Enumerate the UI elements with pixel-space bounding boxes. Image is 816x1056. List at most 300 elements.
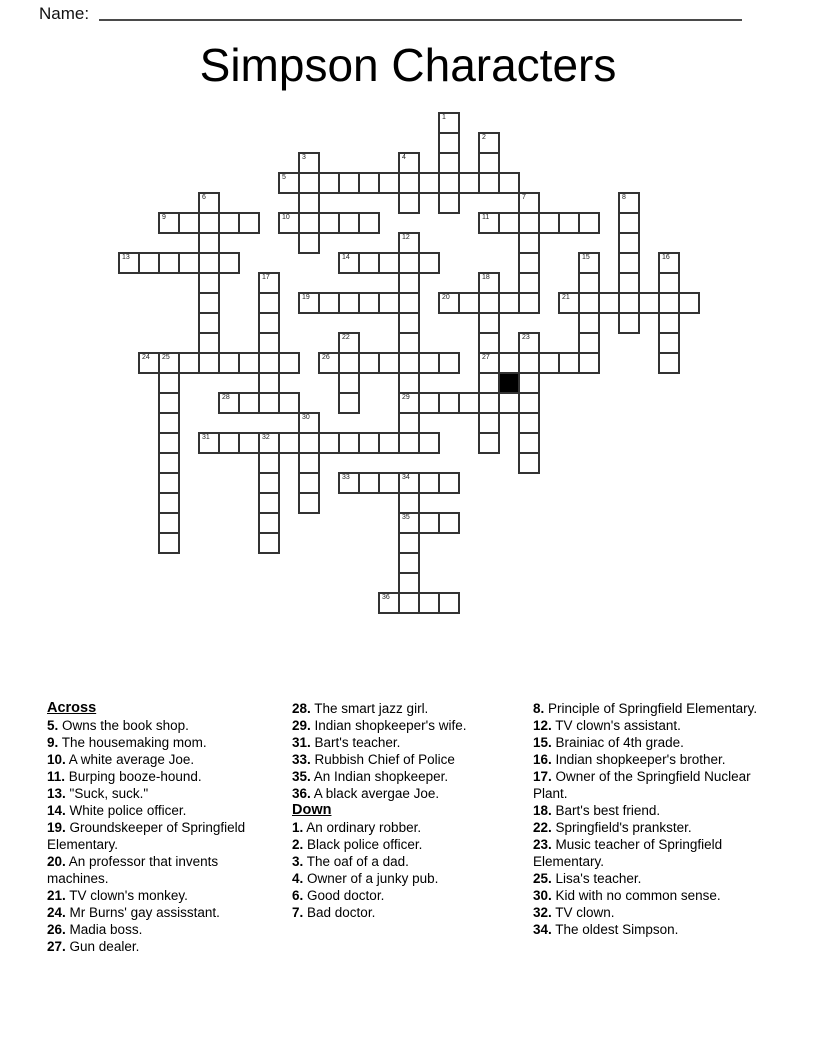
cell-number: 17 bbox=[262, 274, 270, 281]
clue-text: Groundskeeper of Springfield Elementary. bbox=[47, 820, 246, 852]
clue-item bbox=[47, 938, 247, 955]
clue-item bbox=[533, 870, 761, 887]
crossword-cell[interactable] bbox=[418, 472, 440, 494]
crossword-cell[interactable] bbox=[258, 272, 280, 294]
clue-number: 3. bbox=[292, 854, 304, 869]
clue-number: 33. bbox=[292, 752, 311, 767]
crossword-cell[interactable] bbox=[298, 192, 320, 214]
clue-number: 1. bbox=[292, 820, 304, 835]
crossword-cell[interactable] bbox=[398, 572, 420, 594]
crossword-cell[interactable] bbox=[278, 212, 300, 234]
crossword-cell[interactable] bbox=[298, 172, 320, 194]
crossword-cell[interactable] bbox=[538, 212, 560, 234]
crossword-cell[interactable] bbox=[538, 352, 560, 374]
clue-text: An professor that invents machines. bbox=[47, 854, 219, 886]
cell-number: 21 bbox=[562, 294, 570, 301]
crossword-cell[interactable] bbox=[238, 392, 260, 414]
crossword-cell[interactable] bbox=[398, 432, 420, 454]
crossword-cell[interactable] bbox=[478, 152, 500, 174]
crossword-cell[interactable] bbox=[438, 132, 460, 154]
crossword-cell[interactable] bbox=[298, 472, 320, 494]
crossword-cell[interactable] bbox=[198, 312, 220, 334]
clue-text: Principle of Springfield Elementary. bbox=[544, 701, 758, 716]
crossword-cell[interactable] bbox=[378, 432, 400, 454]
crossword-cell[interactable] bbox=[478, 352, 500, 374]
cell-number: 36 bbox=[382, 594, 390, 601]
crossword-cell[interactable] bbox=[398, 152, 420, 174]
crossword-cell[interactable] bbox=[478, 172, 500, 194]
clue-text: Madia boss. bbox=[65, 922, 143, 937]
crossword-cell[interactable] bbox=[358, 292, 380, 314]
crossword-cell[interactable] bbox=[298, 212, 320, 234]
clue-item bbox=[292, 887, 507, 904]
clue-item bbox=[292, 836, 507, 853]
crossword-cell[interactable] bbox=[298, 492, 320, 514]
crossword-cell[interactable] bbox=[658, 312, 680, 334]
cell-number: 30 bbox=[302, 414, 310, 421]
crossword-cell[interactable] bbox=[178, 352, 200, 374]
crossword-cell[interactable] bbox=[218, 432, 240, 454]
crossword-cell[interactable] bbox=[478, 312, 500, 334]
clue-item bbox=[47, 768, 247, 785]
crossword-cell[interactable] bbox=[378, 472, 400, 494]
crossword-cell[interactable] bbox=[398, 592, 420, 614]
crossword-cell[interactable] bbox=[498, 352, 520, 374]
clue-number: 30. bbox=[533, 888, 552, 903]
crossword-cell[interactable] bbox=[298, 232, 320, 254]
clue-item bbox=[47, 904, 247, 921]
crossword-cell[interactable] bbox=[258, 292, 280, 314]
clue-number: 6. bbox=[292, 888, 304, 903]
crossword-cell[interactable] bbox=[318, 352, 340, 374]
crossword-cell[interactable] bbox=[498, 172, 520, 194]
clue-column-left bbox=[47, 700, 247, 955]
crossword-cell[interactable] bbox=[498, 212, 520, 234]
cell-number: 11 bbox=[482, 214, 490, 221]
crossword-cell[interactable] bbox=[578, 332, 600, 354]
clue-text: Brainiac of 4th grade. bbox=[551, 735, 684, 750]
crossword-cell[interactable] bbox=[398, 492, 420, 514]
crossword-cell[interactable] bbox=[338, 392, 360, 414]
crossword-cell[interactable] bbox=[198, 272, 220, 294]
crossword-cell[interactable] bbox=[158, 532, 180, 554]
crossword-cell[interactable] bbox=[258, 532, 280, 554]
cell-number: 33 bbox=[342, 474, 350, 481]
crossword-cell[interactable] bbox=[658, 272, 680, 294]
crossword-cell[interactable] bbox=[398, 372, 420, 394]
clue-number: 18. bbox=[533, 803, 552, 818]
crossword-cell[interactable] bbox=[518, 192, 540, 214]
clue-number: 22. bbox=[533, 820, 552, 835]
crossword-cell[interactable] bbox=[338, 372, 360, 394]
cell-number: 32 bbox=[262, 434, 270, 441]
clue-number: 13. bbox=[47, 786, 66, 801]
clue-number: 34. bbox=[533, 922, 552, 937]
clue-number: 36. bbox=[292, 786, 311, 801]
clue-item bbox=[533, 904, 761, 921]
crossword-cell[interactable] bbox=[218, 392, 240, 414]
crossword-cell[interactable] bbox=[398, 272, 420, 294]
crossword-cell[interactable] bbox=[438, 592, 460, 614]
cell-number: 5 bbox=[282, 174, 286, 181]
crossword-cell[interactable] bbox=[338, 472, 360, 494]
cell-number: 31 bbox=[202, 434, 210, 441]
crossword-cell[interactable] bbox=[418, 352, 440, 374]
crossword-cell[interactable] bbox=[658, 332, 680, 354]
crossword-cell[interactable] bbox=[218, 252, 240, 274]
clue-text: Bad doctor. bbox=[303, 905, 376, 920]
cell-number: 7 bbox=[522, 194, 526, 201]
clue-text: Lisa's teacher. bbox=[551, 871, 642, 886]
clue-item bbox=[47, 734, 247, 751]
crossword-cell[interactable] bbox=[158, 372, 180, 394]
crossword-cell[interactable] bbox=[478, 332, 500, 354]
crossword-cell[interactable] bbox=[478, 132, 500, 154]
crossword-cell[interactable] bbox=[518, 272, 540, 294]
crossword-cell[interactable] bbox=[418, 592, 440, 614]
crossword-cell[interactable] bbox=[618, 192, 640, 214]
clue-item bbox=[292, 700, 507, 717]
crossword-cell[interactable] bbox=[518, 252, 540, 274]
crossword-cell[interactable] bbox=[618, 272, 640, 294]
crossword-cell[interactable] bbox=[478, 412, 500, 434]
clue-number: 7. bbox=[292, 905, 304, 920]
page-title: Simpson Characters bbox=[199, 39, 617, 91]
crossword-cell[interactable] bbox=[358, 352, 380, 374]
crossword-cell[interactable] bbox=[518, 232, 540, 254]
cell-number: 15 bbox=[582, 254, 590, 261]
crossword-cell[interactable] bbox=[458, 292, 480, 314]
crossword-cell[interactable] bbox=[478, 392, 500, 414]
cell-number: 27 bbox=[482, 354, 490, 361]
crossword-cell[interactable] bbox=[518, 352, 540, 374]
crossword-cell[interactable] bbox=[198, 432, 220, 454]
crossword-cell[interactable] bbox=[258, 312, 280, 334]
crossword-cell[interactable] bbox=[398, 252, 420, 274]
crossword-cell[interactable] bbox=[618, 212, 640, 234]
clue-number: 23. bbox=[533, 837, 552, 852]
clue-text: Indian shopkeeper's wife. bbox=[310, 718, 467, 733]
crossword-cell[interactable] bbox=[258, 392, 280, 414]
crossword-cell[interactable] bbox=[378, 172, 400, 194]
crossword-cell[interactable] bbox=[398, 412, 420, 434]
crossword-cell[interactable] bbox=[558, 212, 580, 234]
crossword-cell[interactable] bbox=[458, 392, 480, 414]
crossword-cell[interactable] bbox=[198, 292, 220, 314]
crossword-cell[interactable] bbox=[278, 392, 300, 414]
crossword-cell[interactable] bbox=[198, 232, 220, 254]
crossword-cell[interactable] bbox=[658, 252, 680, 274]
crossword-cell[interactable] bbox=[438, 152, 460, 174]
clue-text: Bart's teacher. bbox=[310, 735, 401, 750]
clue-text: A black avergae Joe. bbox=[310, 786, 440, 801]
crossword-cell[interactable] bbox=[598, 292, 620, 314]
crossword-cell[interactable] bbox=[138, 352, 160, 374]
crossword-cell[interactable] bbox=[398, 232, 420, 254]
crossword-cell[interactable] bbox=[198, 332, 220, 354]
crossword-cell[interactable] bbox=[358, 172, 380, 194]
crossword-cell[interactable] bbox=[158, 212, 180, 234]
crossword-cell[interactable] bbox=[418, 172, 440, 194]
crossword-cell[interactable] bbox=[338, 352, 360, 374]
crossword-cell[interactable] bbox=[478, 432, 500, 454]
clue-text: Indian shopkeeper's brother. bbox=[551, 752, 726, 767]
crossword-cell[interactable] bbox=[118, 252, 140, 274]
crossword-cell[interactable] bbox=[398, 192, 420, 214]
crossword-cell[interactable] bbox=[398, 512, 420, 534]
clue-number: 16. bbox=[533, 752, 552, 767]
clue-item bbox=[292, 853, 507, 870]
crossword-cell[interactable] bbox=[258, 332, 280, 354]
clue-number: 32. bbox=[533, 905, 552, 920]
clue-item bbox=[533, 819, 761, 836]
crossword-cell[interactable] bbox=[518, 392, 540, 414]
crossword-cell[interactable] bbox=[578, 252, 600, 274]
crossword-cell[interactable] bbox=[198, 192, 220, 214]
crossword-cell[interactable] bbox=[198, 252, 220, 274]
clue-text: The oaf of a dad. bbox=[303, 854, 409, 869]
clue-text: The housemaking mom. bbox=[58, 735, 207, 750]
crossword-cell[interactable] bbox=[258, 472, 280, 494]
crossword-cell[interactable] bbox=[418, 432, 440, 454]
clue-item bbox=[292, 819, 507, 836]
crossword-cell[interactable] bbox=[298, 152, 320, 174]
crossword-cell[interactable] bbox=[158, 472, 180, 494]
clue-column-right bbox=[533, 700, 761, 938]
crossword-cell[interactable] bbox=[458, 172, 480, 194]
crossword-cell[interactable] bbox=[518, 292, 540, 314]
crossword-cell[interactable] bbox=[498, 392, 520, 414]
crossword-cell[interactable] bbox=[518, 372, 540, 394]
crossword-cell[interactable] bbox=[478, 372, 500, 394]
crossword-cell[interactable] bbox=[258, 512, 280, 534]
crossword-cell[interactable] bbox=[158, 452, 180, 474]
crossword-cell[interactable] bbox=[338, 292, 360, 314]
clue-item bbox=[292, 734, 507, 751]
crossword-cell[interactable] bbox=[358, 212, 380, 234]
clue-text: White police officer. bbox=[65, 803, 187, 818]
clue-text: Good doctor. bbox=[303, 888, 385, 903]
crossword-cell[interactable] bbox=[398, 172, 420, 194]
crossword-cell[interactable] bbox=[678, 292, 700, 314]
cell-number: 16 bbox=[662, 254, 670, 261]
crossword-cell[interactable] bbox=[578, 212, 600, 234]
crossword-cell[interactable] bbox=[238, 432, 260, 454]
clue-text: Gun dealer. bbox=[65, 939, 140, 954]
crossword-cell[interactable] bbox=[298, 412, 320, 434]
crossword-cell[interactable] bbox=[418, 392, 440, 414]
crossword-cell[interactable] bbox=[518, 332, 540, 354]
crossword-cell[interactable] bbox=[558, 292, 580, 314]
clue-text: TV clown's assistant. bbox=[551, 718, 681, 733]
crossword-cell[interactable] bbox=[318, 172, 340, 194]
clue-item bbox=[47, 819, 247, 853]
crossword-cell[interactable] bbox=[238, 212, 260, 234]
crossword-cell[interactable] bbox=[438, 172, 460, 194]
cell-number: 13 bbox=[122, 254, 130, 261]
crossword-cell[interactable] bbox=[658, 352, 680, 374]
crossword-cell[interactable] bbox=[258, 372, 280, 394]
crossword-cell[interactable] bbox=[338, 332, 360, 354]
crossword-cell[interactable] bbox=[378, 252, 400, 274]
clue-text: TV clown's monkey. bbox=[65, 888, 188, 903]
clue-text: The oldest Simpson. bbox=[551, 922, 679, 937]
clue-number: 5. bbox=[47, 718, 59, 733]
crossword-cell[interactable] bbox=[158, 412, 180, 434]
crossword-cell[interactable] bbox=[178, 252, 200, 274]
crossword-cell[interactable] bbox=[558, 352, 580, 374]
clue-item bbox=[47, 802, 247, 819]
clue-number: 19. bbox=[47, 820, 66, 835]
crossword-cell[interactable] bbox=[278, 172, 300, 194]
cell-number: 1 bbox=[442, 114, 446, 121]
crossword-cell[interactable] bbox=[138, 252, 160, 274]
crossword-cell[interactable] bbox=[158, 492, 180, 514]
cell-number: 10 bbox=[282, 214, 290, 221]
cell-number: 24 bbox=[142, 354, 150, 361]
crossword-cell[interactable] bbox=[358, 472, 380, 494]
crossword-cell[interactable] bbox=[218, 212, 240, 234]
cell-number: 23 bbox=[522, 334, 530, 341]
crossword-cell[interactable] bbox=[338, 212, 360, 234]
clue-item bbox=[533, 921, 761, 938]
crossword-cell[interactable] bbox=[518, 212, 540, 234]
clue-number: 15. bbox=[533, 735, 552, 750]
crossword-cell[interactable] bbox=[378, 292, 400, 314]
crossword-cell[interactable] bbox=[438, 112, 460, 134]
clue-item bbox=[533, 700, 761, 717]
crossword-cell[interactable] bbox=[198, 352, 220, 374]
crossword-cell[interactable] bbox=[158, 252, 180, 274]
crossword-cell[interactable] bbox=[278, 432, 300, 454]
crossword-cell[interactable] bbox=[518, 412, 540, 434]
crossword-cell[interactable] bbox=[158, 352, 180, 374]
clue-text: The smart jazz girl. bbox=[310, 701, 429, 716]
crossword-cell[interactable] bbox=[438, 292, 460, 314]
crossword-cell[interactable] bbox=[298, 292, 320, 314]
crossword-cell[interactable] bbox=[218, 352, 240, 374]
crossword-cell[interactable] bbox=[398, 292, 420, 314]
clue-number: 25. bbox=[533, 871, 552, 886]
crossword-cell[interactable] bbox=[238, 352, 260, 374]
crossword-cell[interactable] bbox=[358, 252, 380, 274]
clue-item bbox=[292, 870, 507, 887]
crossword-cell[interactable] bbox=[298, 432, 320, 454]
crossword-cell[interactable] bbox=[278, 352, 300, 374]
crossword-grid bbox=[118, 112, 700, 614]
crossword-cell[interactable] bbox=[478, 292, 500, 314]
clue-text: An ordinary robber. bbox=[303, 820, 422, 835]
crossword-cell[interactable] bbox=[578, 312, 600, 334]
crossword-cell[interactable] bbox=[578, 292, 600, 314]
clue-number: 31. bbox=[292, 735, 311, 750]
crossword-cell[interactable] bbox=[258, 452, 280, 474]
clue-item bbox=[292, 785, 507, 802]
crossword-cell[interactable] bbox=[398, 532, 420, 554]
crossword-cell[interactable] bbox=[398, 332, 420, 354]
crossword-cell[interactable] bbox=[478, 212, 500, 234]
crossword-cell[interactable] bbox=[618, 232, 640, 254]
clue-number: 21. bbox=[47, 888, 66, 903]
crossword-cell[interactable] bbox=[338, 252, 360, 274]
clue-number: 2. bbox=[292, 837, 304, 852]
crossword-cell[interactable] bbox=[158, 392, 180, 414]
cell-number: 19 bbox=[302, 294, 310, 301]
clue-item bbox=[533, 802, 761, 819]
clue-item bbox=[533, 751, 761, 768]
cell-number: 26 bbox=[322, 354, 330, 361]
crossword-cell[interactable] bbox=[338, 432, 360, 454]
clue-number: 29. bbox=[292, 718, 311, 733]
cell-number: 20 bbox=[442, 294, 450, 301]
crossword-cell[interactable] bbox=[578, 352, 600, 374]
crossword-cell[interactable] bbox=[158, 512, 180, 534]
crossword-cell[interactable] bbox=[578, 272, 600, 294]
cell-number: 22 bbox=[342, 334, 350, 341]
crossword-cell[interactable] bbox=[258, 352, 280, 374]
crossword-cell[interactable] bbox=[158, 432, 180, 454]
clue-number: 17. bbox=[533, 769, 552, 784]
crossword-cell[interactable] bbox=[618, 312, 640, 334]
crossword-cell[interactable] bbox=[438, 352, 460, 374]
crossword-cell[interactable] bbox=[258, 432, 280, 454]
clue-number: 14. bbox=[47, 803, 66, 818]
crossword-cell[interactable] bbox=[358, 432, 380, 454]
crossword-cell[interactable] bbox=[198, 212, 220, 234]
crossword-cell[interactable] bbox=[258, 492, 280, 514]
crossword-cell[interactable] bbox=[318, 432, 340, 454]
clue-text: Burping booze-hound. bbox=[65, 769, 202, 784]
crossword-cell[interactable] bbox=[318, 212, 340, 234]
clue-text: Owner of the Springfield Nuclear Plant. bbox=[533, 769, 751, 801]
crossword-cell[interactable] bbox=[478, 272, 500, 294]
crossword-cell[interactable] bbox=[638, 292, 660, 314]
clue-list-header-down: Down bbox=[292, 802, 332, 818]
crossword-cell[interactable] bbox=[438, 512, 460, 534]
crossword-cell[interactable] bbox=[498, 292, 520, 314]
crossword-black-cell bbox=[498, 372, 520, 394]
crossword-cell[interactable] bbox=[438, 392, 460, 414]
crossword-cell[interactable] bbox=[618, 252, 640, 274]
crossword-cell[interactable] bbox=[398, 392, 420, 414]
crossword-cell[interactable] bbox=[418, 512, 440, 534]
crossword-cell[interactable] bbox=[178, 212, 200, 234]
crossword-cell[interactable] bbox=[418, 252, 440, 274]
crossword-cell[interactable] bbox=[618, 292, 640, 314]
cell-number: 12 bbox=[402, 234, 410, 241]
crossword-cell[interactable] bbox=[378, 592, 400, 614]
crossword-cell[interactable] bbox=[658, 292, 680, 314]
crossword-cell[interactable] bbox=[318, 292, 340, 314]
crossword-cell[interactable] bbox=[438, 192, 460, 214]
crossword-cell[interactable] bbox=[518, 452, 540, 474]
crossword-cell[interactable] bbox=[398, 552, 420, 574]
cell-number: 2 bbox=[482, 134, 486, 141]
crossword-cell[interactable] bbox=[398, 312, 420, 334]
crossword-cell[interactable] bbox=[438, 472, 460, 494]
cell-number: 35 bbox=[402, 514, 410, 521]
clue-list-header-across: Across bbox=[47, 700, 97, 716]
crossword-cell[interactable] bbox=[518, 432, 540, 454]
cell-number: 3 bbox=[302, 154, 306, 161]
crossword-cell[interactable] bbox=[378, 352, 400, 374]
crossword-cell[interactable] bbox=[298, 452, 320, 474]
crossword-cell[interactable] bbox=[338, 172, 360, 194]
crossword-cell[interactable] bbox=[398, 472, 420, 494]
cell-number: 25 bbox=[162, 354, 170, 361]
name-blank-line[interactable] bbox=[99, 0, 742, 21]
crossword-cell[interactable] bbox=[398, 352, 420, 374]
